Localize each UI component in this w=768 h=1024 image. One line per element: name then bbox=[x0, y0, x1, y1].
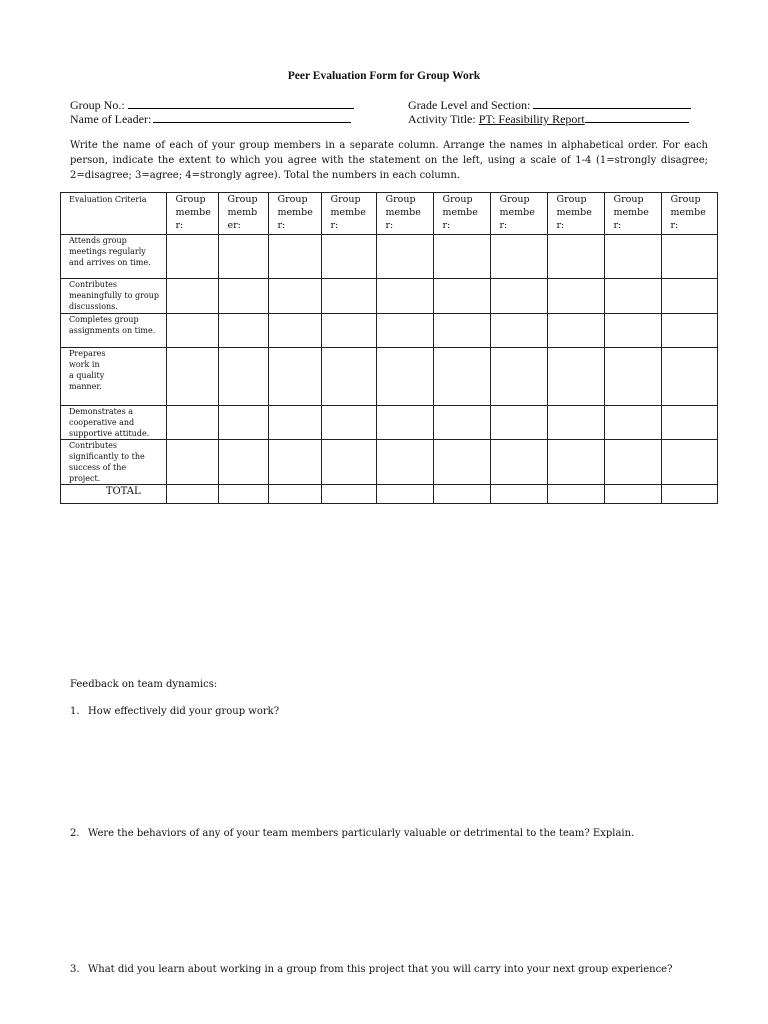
grade-blank[interactable] bbox=[533, 97, 691, 109]
member-header: Group member: bbox=[604, 193, 661, 235]
member-header: Group member: bbox=[490, 193, 547, 235]
score-cell[interactable] bbox=[604, 314, 661, 348]
criterion-label: Contributes significantly to the success of the project. bbox=[61, 440, 167, 485]
score-cell[interactable] bbox=[433, 279, 490, 314]
criterion-label: Prepares work in a quality manner. bbox=[61, 348, 167, 406]
table-row bbox=[61, 279, 718, 314]
score-cell[interactable] bbox=[433, 314, 490, 348]
activity-field[interactable] bbox=[408, 111, 689, 127]
question-1 bbox=[70, 706, 279, 717]
evaluation-table bbox=[60, 192, 718, 504]
score-cell[interactable] bbox=[376, 440, 433, 485]
score-cell[interactable] bbox=[490, 235, 547, 279]
member-header: Group member: bbox=[547, 193, 604, 235]
feedback-label: Feedback on team dynamics: bbox=[70, 679, 218, 690]
activity-blank[interactable] bbox=[585, 111, 689, 123]
score-cell[interactable] bbox=[376, 279, 433, 314]
score-cell[interactable] bbox=[547, 235, 604, 279]
score-cell[interactable] bbox=[376, 406, 433, 440]
criterion-label: Completes group assignments on time. bbox=[61, 314, 167, 348]
activity-label: Activity Title: bbox=[408, 112, 476, 126]
question-number: 3. bbox=[70, 964, 80, 975]
member-header: Group member: bbox=[218, 193, 268, 235]
leader-field[interactable] bbox=[70, 111, 351, 127]
question-number: 2. bbox=[70, 828, 80, 839]
score-cell[interactable] bbox=[218, 406, 268, 440]
question-text: Were the behaviors of any of your team members particularly valuable or detrimental to the team? Explain. bbox=[88, 828, 635, 839]
score-cell[interactable] bbox=[321, 406, 376, 440]
score-cell[interactable] bbox=[547, 406, 604, 440]
member-header: Group member: bbox=[166, 193, 218, 235]
score-cell[interactable] bbox=[218, 279, 268, 314]
total-row bbox=[61, 485, 718, 504]
total-label: TOTAL bbox=[61, 485, 167, 504]
score-cell[interactable] bbox=[661, 235, 717, 279]
score-cell[interactable] bbox=[433, 406, 490, 440]
score-cell[interactable] bbox=[321, 314, 376, 348]
form-title: Peer Evaluation Form for Group Work bbox=[287, 70, 481, 82]
score-cell[interactable] bbox=[547, 348, 604, 406]
score-cell[interactable] bbox=[604, 406, 661, 440]
score-cell[interactable] bbox=[321, 348, 376, 406]
score-cell[interactable] bbox=[490, 279, 547, 314]
member-header: Group member: bbox=[661, 193, 717, 235]
criterion-label: Contributes meaningfully to group discussions. bbox=[61, 279, 167, 314]
table-row bbox=[61, 406, 718, 440]
group-no-blank[interactable] bbox=[128, 97, 354, 109]
score-cell[interactable] bbox=[433, 235, 490, 279]
question-2 bbox=[70, 828, 634, 839]
score-cell[interactable] bbox=[490, 314, 547, 348]
total-cell[interactable] bbox=[490, 485, 547, 504]
score-cell[interactable] bbox=[321, 440, 376, 485]
table-row bbox=[61, 314, 718, 348]
score-cell[interactable] bbox=[268, 348, 321, 406]
total-cell[interactable] bbox=[661, 485, 717, 504]
question-text: What did you learn about working in a group from this project that you will carry into your next group experience? bbox=[88, 964, 673, 975]
score-cell[interactable] bbox=[166, 235, 218, 279]
criteria-header: Evaluation Criteria bbox=[61, 193, 167, 235]
grade-label: Grade Level and Section: bbox=[408, 98, 531, 112]
score-cell[interactable] bbox=[166, 279, 218, 314]
member-header: Group member: bbox=[268, 193, 321, 235]
score-cell[interactable] bbox=[321, 279, 376, 314]
total-cell[interactable] bbox=[218, 485, 268, 504]
total-cell[interactable] bbox=[321, 485, 376, 504]
group-no-label: Group No.: bbox=[70, 98, 125, 112]
score-cell[interactable] bbox=[604, 279, 661, 314]
question-number: 1. bbox=[70, 706, 80, 717]
total-cell[interactable] bbox=[166, 485, 218, 504]
score-cell[interactable] bbox=[218, 440, 268, 485]
instructions: Write the name of each of your group members in a separate column. Arrange the names in alphabetical order. For each person, indicate the extent to which you agree with the statement on the left, using a scale of 1-4 (1=strongly disagree; 2=disagree; 3=agree; 4=strongly agree). Total the numbers in each column. bbox=[70, 140, 708, 181]
member-header: Group member: bbox=[433, 193, 490, 235]
score-cell[interactable] bbox=[166, 440, 218, 485]
score-cell[interactable] bbox=[661, 314, 717, 348]
member-header: Group member: bbox=[321, 193, 376, 235]
score-cell[interactable] bbox=[490, 440, 547, 485]
score-cell[interactable] bbox=[166, 348, 218, 406]
total-cell[interactable] bbox=[433, 485, 490, 504]
member-header: Group member: bbox=[376, 193, 433, 235]
score-cell[interactable] bbox=[547, 440, 604, 485]
score-cell[interactable] bbox=[376, 314, 433, 348]
total-cell[interactable] bbox=[604, 485, 661, 504]
question-3 bbox=[70, 964, 672, 975]
table-row bbox=[61, 235, 718, 279]
score-cell[interactable] bbox=[661, 348, 717, 406]
score-cell[interactable] bbox=[604, 235, 661, 279]
score-cell[interactable] bbox=[268, 440, 321, 485]
score-cell[interactable] bbox=[218, 235, 268, 279]
score-cell[interactable] bbox=[268, 235, 321, 279]
score-cell[interactable] bbox=[604, 440, 661, 485]
score-cell[interactable] bbox=[661, 279, 717, 314]
score-cell[interactable] bbox=[321, 235, 376, 279]
score-cell[interactable] bbox=[166, 314, 218, 348]
score-cell[interactable] bbox=[433, 348, 490, 406]
score-cell[interactable] bbox=[268, 279, 321, 314]
score-cell[interactable] bbox=[166, 406, 218, 440]
score-cell[interactable] bbox=[490, 348, 547, 406]
total-cell[interactable] bbox=[268, 485, 321, 504]
total-cell[interactable] bbox=[376, 485, 433, 504]
score-cell[interactable] bbox=[218, 314, 268, 348]
leader-label: Name of Leader: bbox=[70, 112, 152, 126]
activity-value: PT: Feasibility Report bbox=[478, 112, 585, 126]
score-cell[interactable] bbox=[490, 406, 547, 440]
score-cell[interactable] bbox=[376, 348, 433, 406]
score-cell[interactable] bbox=[661, 440, 717, 485]
score-cell[interactable] bbox=[604, 348, 661, 406]
table-row bbox=[61, 440, 718, 485]
leader-blank[interactable] bbox=[153, 111, 351, 123]
score-cell[interactable] bbox=[268, 406, 321, 440]
criterion-label: Demonstrates a cooperative and supportive attitude. bbox=[61, 406, 167, 440]
score-cell[interactable] bbox=[547, 314, 604, 348]
score-cell[interactable] bbox=[547, 279, 604, 314]
table-row bbox=[61, 348, 718, 406]
total-cell[interactable] bbox=[547, 485, 604, 504]
score-cell[interactable] bbox=[376, 235, 433, 279]
score-cell[interactable] bbox=[218, 348, 268, 406]
question-text: How effectively did your group work? bbox=[88, 706, 280, 717]
criterion-label: Attends group meetings regularly and arrives on time. bbox=[61, 235, 167, 279]
score-cell[interactable] bbox=[433, 440, 490, 485]
score-cell[interactable] bbox=[268, 314, 321, 348]
score-cell[interactable] bbox=[661, 406, 717, 440]
